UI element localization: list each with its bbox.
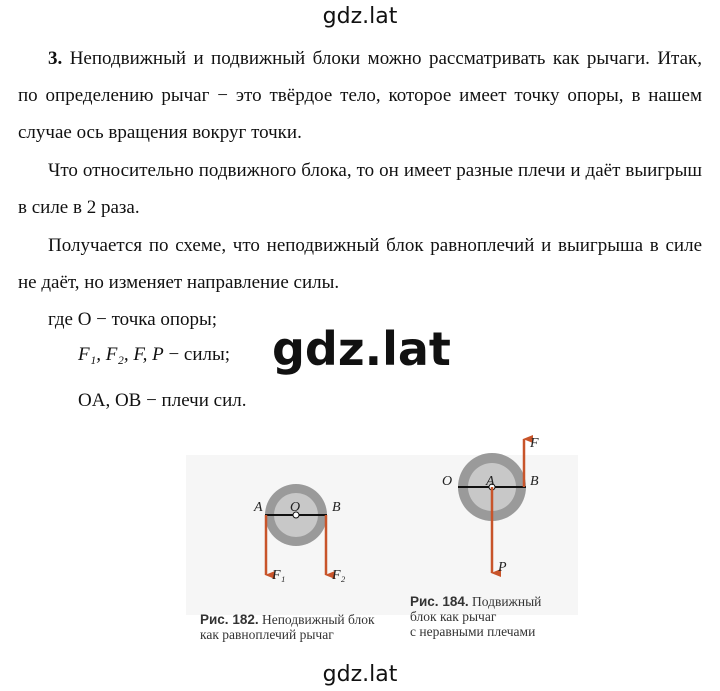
legend-line-2 (78, 344, 230, 366)
caption-182-line-1: Неподвижный блок (258, 612, 375, 627)
watermark-middle[interactable]: gdz.lat (272, 322, 451, 376)
label-o-182: O (290, 500, 301, 515)
caption-184-number: Рис. 184. (410, 594, 469, 609)
paragraph-2: Что относительно подвижного блока, то он имеет разные плечи и даёт выигрыш в силе в 2 раза. (18, 160, 702, 218)
caption-184-line-2: блок как рычаг (410, 609, 497, 624)
label-b-184: B (530, 474, 539, 489)
label-o-184: O (442, 474, 453, 489)
label-f2: F₂ (332, 568, 346, 583)
legend-line-3: OA, OB − плечи сил. (78, 390, 247, 411)
caption-184-line-1: Подвижный (468, 594, 542, 609)
paragraph-1 (18, 40, 702, 151)
label-p: P (498, 560, 507, 575)
caption-fig-184 (410, 594, 541, 639)
force-symbols: F₁, F₂, F, P (78, 344, 164, 365)
paragraph-1-text: Неподвижный и подвижный блоки можно рассматривать как рычаги. Итак, по определению рычаг − это твёрдое тело, которое имеет точку опоры, в нашем случае ось вращения вокруг точки. (18, 48, 702, 143)
label-a-182: A (254, 500, 263, 515)
label-a-184: A (486, 474, 495, 489)
watermark-bottom[interactable]: gdz.lat (322, 662, 398, 687)
label-b-182: B (332, 500, 341, 515)
caption-184-line-3: с неравными плечами (410, 624, 536, 639)
label-f: F (530, 436, 539, 451)
caption-182-number: Рис. 182. (200, 612, 259, 627)
legend-line-1: где O − точка опоры; (48, 309, 218, 330)
label-f1: F₁ (272, 568, 286, 583)
caption-182-line-2: как равноплечий рычаг (200, 627, 334, 642)
paragraph-3: Получается по схеме, что неподвижный блок равноплечий и выигрыша в силе не даёт, но изменяет направление силы. (18, 235, 702, 293)
watermark-top[interactable]: gdz.lat (322, 4, 398, 29)
legend-line-2-text: − силы; (163, 344, 231, 365)
task-number: 3. (48, 48, 63, 69)
caption-fig-182 (200, 612, 375, 642)
